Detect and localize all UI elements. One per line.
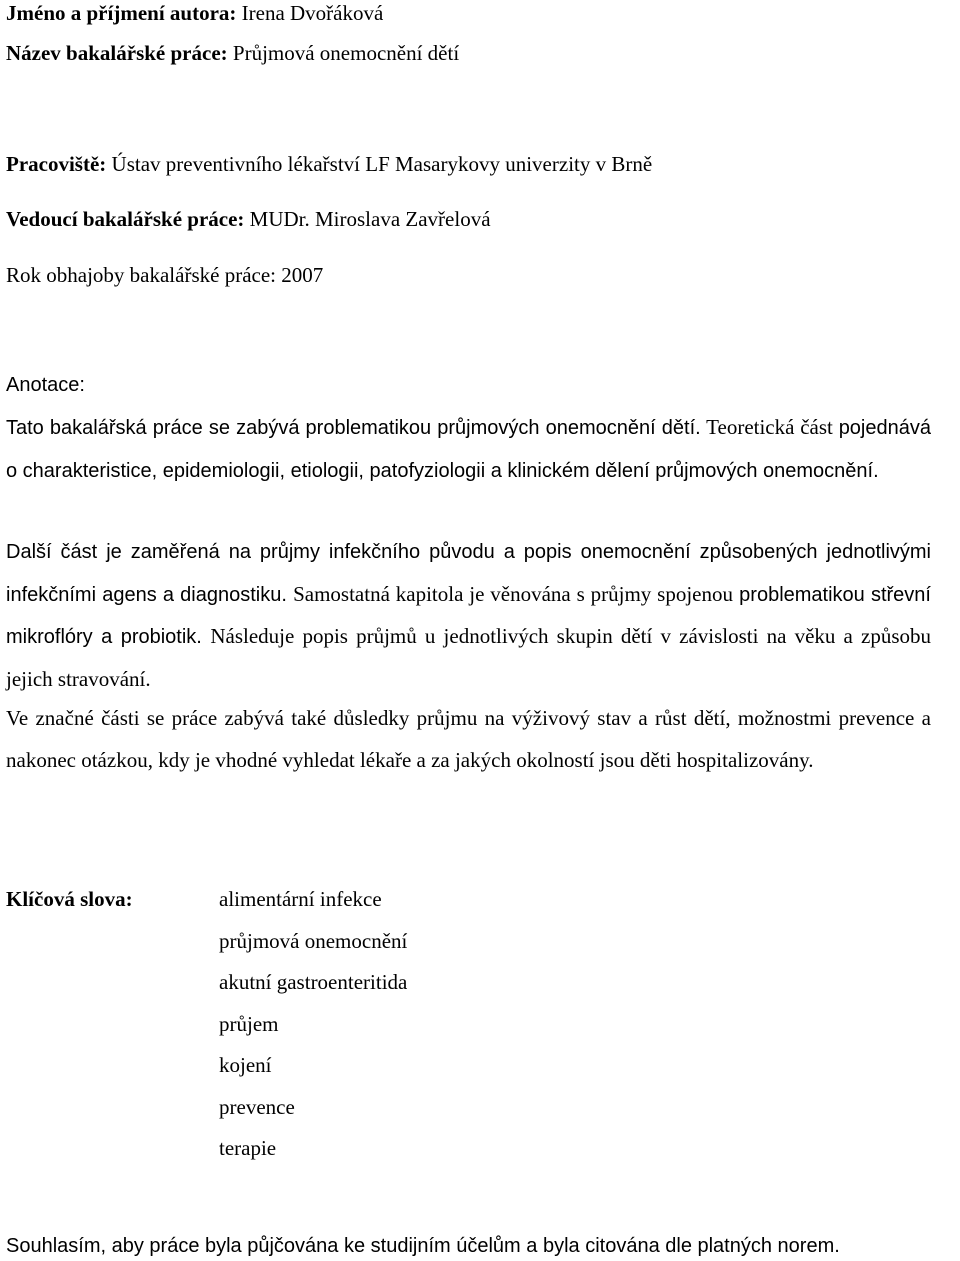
keyword-item: terapie xyxy=(219,1136,277,1160)
annotation-p2-serif: Samostatná kapitola je věnována s průjmy spojenou xyxy=(293,581,733,606)
annotation-paragraph-2 xyxy=(6,532,931,701)
keywords-label: Klíčová slova: xyxy=(6,887,133,911)
consent-statement: Souhlasím, aby práce byla půjčována ke studijním účelům a byla citována dle platných norem. xyxy=(6,1235,840,1257)
keyword-item: alimentární infekce xyxy=(219,887,382,911)
defense-year-line xyxy=(6,262,323,288)
defense-year-value: 2007 xyxy=(281,263,324,287)
annotation-p1-sans: Tato bakalářská práce se zabývá problematikou průjmových onemocnění dětí. xyxy=(6,417,701,439)
annotation-p1-rest: pojednává o charakteristice, epidemiologii, etiologii, patofyziologii a klinickém dělení průjmových onemocnění. xyxy=(6,417,931,482)
annotation-p2-sans: Další část je zaměřená na průjmy infekčního původu a popis onemocnění způsobených jednotlivými infekčními agens a diagnostiku. xyxy=(6,541,931,606)
annotation-heading: Anotace: xyxy=(6,374,85,396)
annotation-p1-serif: Teoretická část xyxy=(706,415,833,439)
author-label: Jméno a příjmení autora: xyxy=(6,1,237,25)
annotation-p3-serif: Následuje popis průjmů u jednotlivých skupin dětí v závislosti na věku a způsobu jejich stravování. xyxy=(6,624,931,691)
author-line xyxy=(6,0,383,26)
defense-year-label: Rok obhajoby bakalářské práce: xyxy=(6,263,276,287)
annotation-p3-sans: problematikou střevní mikroflóry a probiotik. xyxy=(6,583,931,648)
keywords-list xyxy=(219,886,407,1177)
thesis-title-label: Název bakalářské práce: xyxy=(6,41,228,65)
supervisor-value: MUDr. Miroslava Zavřelová xyxy=(249,207,491,231)
workplace-line xyxy=(6,151,652,177)
author-value: Irena Dvořáková xyxy=(241,1,384,25)
keyword-item: prevence xyxy=(219,1094,295,1119)
thesis-title-value: Průjmová onemocnění dětí xyxy=(232,41,460,65)
supervisor-line xyxy=(6,206,491,232)
workplace-value: Ústav preventivního lékařství LF Masarykovy univerzity v Brně xyxy=(111,152,653,176)
annotation-paragraph-4: Ve značné části se práce zabývá také důsledky průjmu na výživový stav a růst dětí, možnostmi prevence a nakonec otázkou, kdy je vhodné vyhledat lékaře a za jakých okolností jsou děti hospitalizovány. xyxy=(6,706,931,772)
workplace-label: Pracoviště: xyxy=(6,152,107,176)
keyword-item: průjmová onemocnění xyxy=(219,928,408,953)
supervisor-label: Vedoucí bakalářské práce: xyxy=(6,207,245,231)
thesis-title-line xyxy=(6,40,459,66)
keyword-item: průjem xyxy=(219,1011,279,1036)
keyword-item: kojení xyxy=(219,1053,272,1077)
keyword-item: akutní gastroenteritida xyxy=(219,970,408,994)
annotation-paragraph-1 xyxy=(6,407,931,492)
